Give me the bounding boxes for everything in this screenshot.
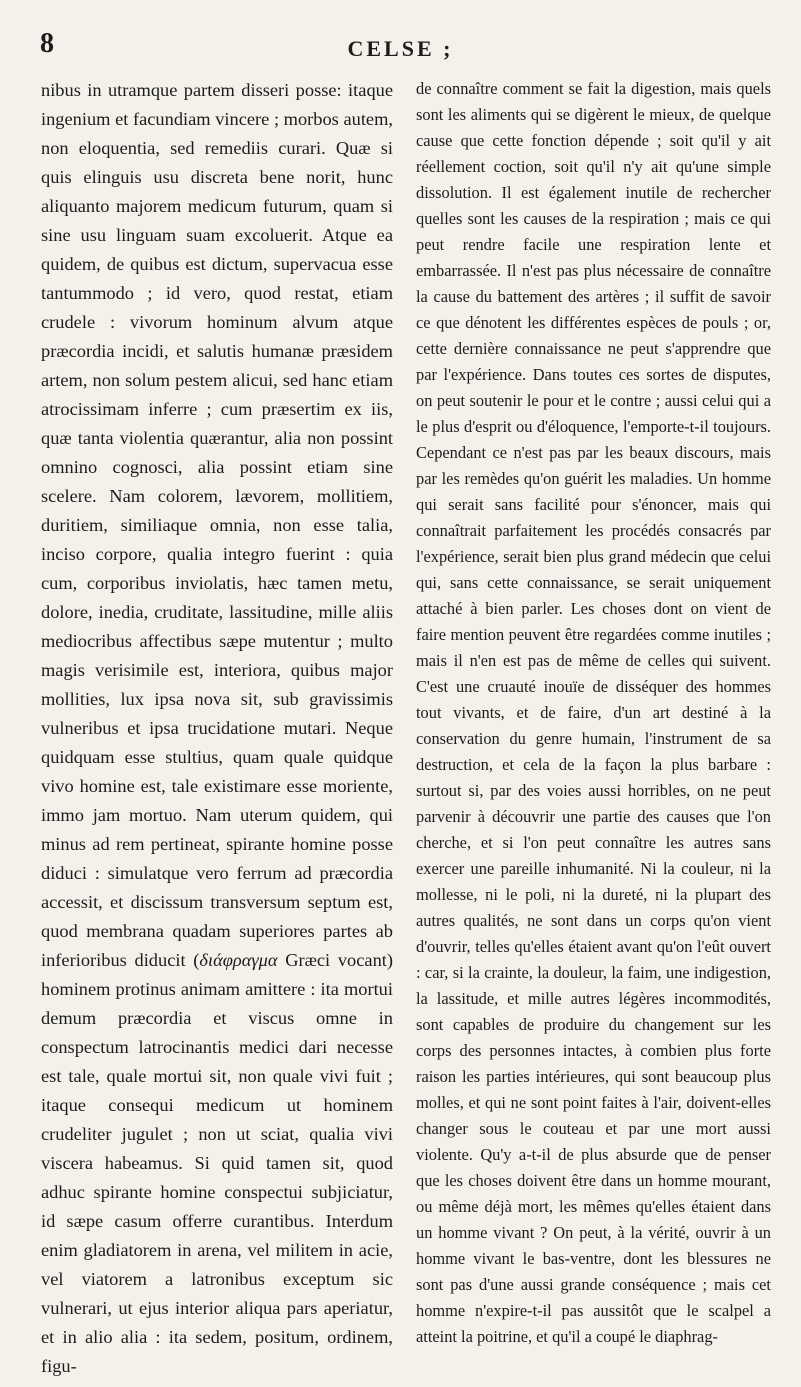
running-head: CELSE ; xyxy=(347,36,454,61)
french-column xyxy=(416,76,771,1350)
page-number: 8 xyxy=(40,28,55,59)
greek-word: διάφραγμα xyxy=(199,950,278,970)
latin-text-before-greek: nibus in utramque partem disseri posse: itaque ingenium et facundiam vincere ; morbos autem, non eloquentia, sed remediis curari. Quæ si quis elinguis usu discreta bene norit, hunc aliquanto majorem medicum futurum, quam si sine usu linguam suam excoluerit. Atque ea quidem, de quibus est dictum, supervacua esse tantummodo ; id vero, quod restat, etiam crudele : vivorum hominum alvum atque præcordia incidi, et salutis humanæ præsidem artem, non solum pestem alicui, sed hanc etiam atrocissimam inferre ; cum præsertim ex iis, quæ tanta violentia quærantur, alia non possint omnino cognosci, alia possint etiam sine scelere. Nam colorem, lævorem, mollitiem, duritiem, similiaque omnia, non esse talia, inciso corpore, qualia integro fuerint : quia cum, corporibus inviolatis, hæc tamen metu, dolore, inedia, cruditate, lassitudine, mille aliis mediocribus affectibus sæpe mutentur ; multo magis verisimile est, interiora, quibus major mollities, lux ipsa nova sit, sub gravissimis vulneribus et ipsa trucidatione mutari. Neque quidquam esse stultius, quam quale quidque vivo homine est, tale existimare esse moriente, immo jam mortuo. Nam uterum quidem, qui minus ad rem pertineat, spirante homine posse diduci : simulatque vero ferrum ad præcordia accessit, et discissum transversum septum est, quod membrana quadam superiores partes ab inferioribus diducit ( xyxy=(41,80,393,970)
latin-text-after-greek: Græci vocant) hominem protinus animam amittere : ita mortui demum præcordia et viscus omne in conspectum latrocinantis medici dari necesse est tale, quale mortui sit, non quale vivi fuit ; itaque consequi medicum ut hominem crudeliter jugulet ; non ut sciat, qualia vivi viscera habeamus. Si quid tamen sit, quod adhuc spirante homine conspectui subjiciatur, id sæpe casum offerre curantibus. Interdum enim gladiatorem in arena, vel militem in acie, vel viatorem a latronibus exceptum sic vulnerari, ut ejus interior aliqua pars aperiatur, et in alio alia : ita sedem, positum, ordinem, figu- xyxy=(41,950,393,1376)
french-paragraph: de connaître comment se fait la digestion, mais quels sont les aliments qui se digèrent le mieux, de quelque cause que cette fonction dépende ; soit qu'il y ait réellement coction, soit qu'il n'y ait qu'une simple dissolution. Il est également inutile de rechercher quelles sont les causes de la respiration ; mais ce qui peut rendre facile une respiration lente et embarrassée. Il n'est pas plus nécessaire de connaître la cause du battement des artères ; il suffit de savoir ce que dénotent les différentes espèces de pouls ; or, cette dernière connaissance ne peut s'apprendre que par l'expérience. Dans toutes ces sortes de disputes, on peut soutenir le pour et le contre ; aussi celui qui a le plus d'esprit ou d'éloquence, l'emporte-t-il toujours. Cependant ce n'est pas par les beaux discours, mais par les remèdes qu'on guérit les maladies. Un homme qui serait sans facilité pour s'énoncer, mais qui connaîtrait parfaitement les procédés consacrés par l'expérience, serait bien plus grand médecin que celui qui, sans cette connaissance, se serait uniquement attaché à bien parler. Les choses dont on vient de faire mention peuvent être regardées comme inutiles ; mais il n'en est pas de même de celles qui suivent. C'est une cruauté inouïe de disséquer des hommes tout vivants, et de faire, d'un art destiné à la conservation du genre humain, l'instrument de sa destruction, et cela de la façon la plus barbare : surtout si, par des voies aussi horribles, on ne peut parvenir à découvrir une partie des causes que l'on cherche, et si l'on peut connaître les autres sans exercer une pareille inhumanité. Ni la couleur, ni la mollesse, ni le poli, ni la dureté, ni la plupart des autres qualités, ne sont dans un corps qu'on vient d'ouvrir, telles qu'elles étaient avant qu'on l'eût ouvert : car, si la crainte, la douleur, la faim, une indigestion, la lassitude, et mille autres légères incommodités, sont capables de produire du changement sur les corps des personnes intactes, à combien plus forte raison les parties intérieures, qui sont beaucoup plus molles, et qui ne sont point faites à l'air, doivent-elles changer sous le couteau et par une mort aussi violente. Qu'y a-t-il de plus absurde que de penser que les choses doivent être dans un homme mourant, ou même déjà mort, les mêmes qu'elles étaient dans un homme vivant ? On peut, à la vérité, ouvrir à un homme vivant le bas-ventre, dont les blessures ne sont pas d'une aussi grande conséquence ; mais cet homme n'expire-t-il pas aussitôt que le scalpel a atteint la poitrine, et qu'il a coupé le diaphrag- xyxy=(416,79,771,1346)
latin-paragraph xyxy=(41,76,393,1381)
latin-column xyxy=(41,76,393,1381)
